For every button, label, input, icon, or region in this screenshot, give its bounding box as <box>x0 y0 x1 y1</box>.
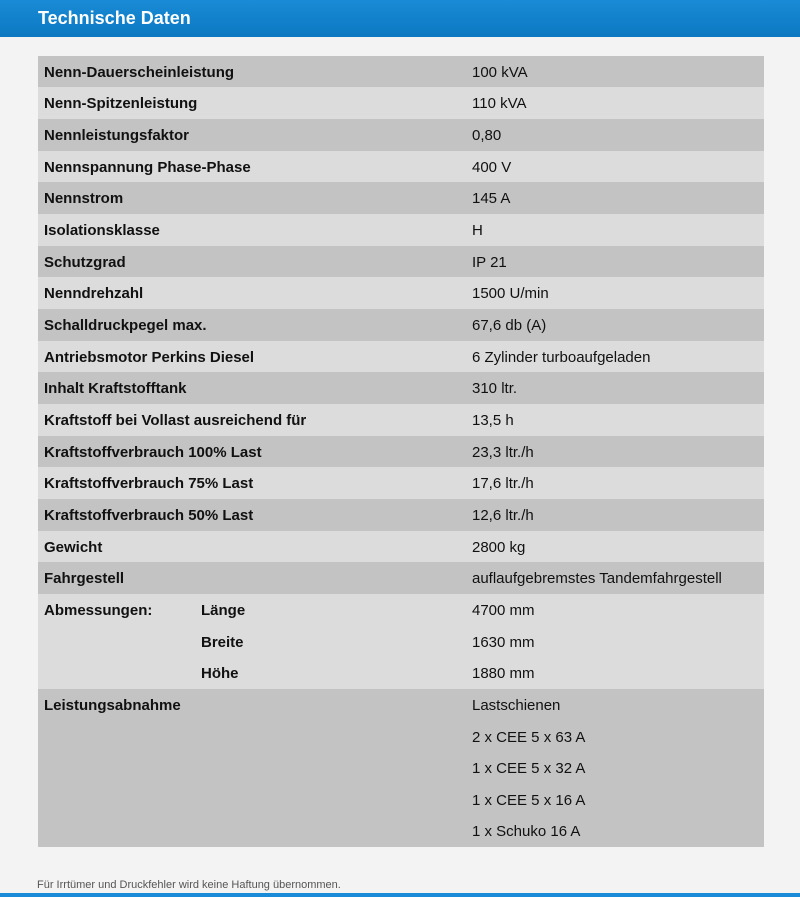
power-output-value: 1 x CEE 5 x 32 A <box>472 760 586 777</box>
table-row <box>38 372 764 404</box>
row-label: Gewicht <box>44 539 103 556</box>
row-label: Nenndrehzahl <box>44 285 144 302</box>
row-value: H <box>472 222 483 239</box>
row-label: Fahrgestell <box>44 570 125 587</box>
power-output-label: Leistungsabnahme <box>44 697 181 714</box>
row-value: 145 A <box>472 190 511 207</box>
row-value: 12,6 ltr./h <box>472 507 534 524</box>
row-value: 13,5 h <box>472 412 514 429</box>
row-label: Kraftstoffverbrauch 50% Last <box>44 507 254 524</box>
table-row <box>38 119 764 151</box>
row-value: 1500 U/min <box>472 285 549 302</box>
table-row <box>38 499 764 531</box>
row-label: Antriebsmotor Perkins Diesel <box>44 349 255 366</box>
table-row <box>38 341 764 372</box>
row-value: auflaufgebremstes Tandemfahrgestell <box>472 570 722 587</box>
row-label: Inhalt Kraftstofftank <box>44 380 187 397</box>
row-value: 400 V <box>472 159 512 176</box>
table-row <box>38 214 764 246</box>
row-value: 17,6 ltr./h <box>472 475 534 492</box>
dimension-value: 1630 mm <box>472 634 535 651</box>
dimension-name: Breite <box>201 634 244 651</box>
disclaimer: Für Irrtümer und Druckfehler wird keine Haftung übernommen. <box>37 879 341 891</box>
table-row <box>38 467 764 499</box>
row-label: Nennstrom <box>44 190 124 207</box>
table-row <box>38 87 764 119</box>
power-output-value: 1 x Schuko 16 A <box>472 823 581 840</box>
dimensions-row <box>38 594 764 689</box>
row-value: 2800 kg <box>472 539 526 556</box>
page-header <box>0 0 800 37</box>
dimension-name: Höhe <box>201 665 239 682</box>
power-output-row <box>38 689 764 847</box>
row-value: 0,80 <box>472 127 502 144</box>
row-value: 310 ltr. <box>472 380 518 397</box>
row-value: IP 21 <box>472 254 507 271</box>
row-label: Schalldruckpegel max. <box>44 317 207 334</box>
table-row <box>38 531 764 562</box>
table-row <box>38 151 764 182</box>
table-row <box>38 404 764 436</box>
row-label: Isolationsklasse <box>44 222 160 239</box>
row-value: 110 kVA <box>472 95 527 112</box>
footer-accent-bar <box>0 893 800 897</box>
row-value: 6 Zylinder turboaufgeladen <box>472 349 651 366</box>
row-label: Nenn-Dauerscheinleistung <box>44 64 235 81</box>
power-output-value: 1 x CEE 5 x 16 A <box>472 792 586 809</box>
dimension-value: 4700 mm <box>472 602 535 619</box>
dimension-value: 1880 mm <box>472 665 535 682</box>
dimensions-label: Abmessungen: <box>44 602 153 619</box>
row-label: Nenn-Spitzenleistung <box>44 95 198 112</box>
page-title: Technische Daten <box>38 8 191 28</box>
row-value: 23,3 ltr./h <box>472 444 534 461</box>
row-label: Kraftstoff bei Vollast ausreichend für <box>44 412 307 429</box>
row-label: Nennspannung Phase-Phase <box>44 159 251 176</box>
table-row <box>38 562 764 594</box>
row-value: 100 kVA <box>472 64 528 81</box>
row-label: Kraftstoffverbrauch 100% Last <box>44 444 262 461</box>
dimension-name: Länge <box>201 602 246 619</box>
table-row <box>38 309 764 341</box>
table-row <box>38 246 764 277</box>
spec-table <box>38 56 764 847</box>
row-label: Schutzgrad <box>44 254 126 271</box>
row-label: Kraftstoffverbrauch 75% Last <box>44 475 254 492</box>
row-value: 67,6 db (A) <box>472 317 547 334</box>
power-output-value: Lastschienen <box>472 697 561 714</box>
table-row <box>38 436 764 467</box>
row-label: Nennleistungsfaktor <box>44 127 190 144</box>
power-output-value: 2 x CEE 5 x 63 A <box>472 729 586 746</box>
table-row <box>38 182 764 214</box>
table-row <box>38 56 764 87</box>
table-row <box>38 277 764 309</box>
